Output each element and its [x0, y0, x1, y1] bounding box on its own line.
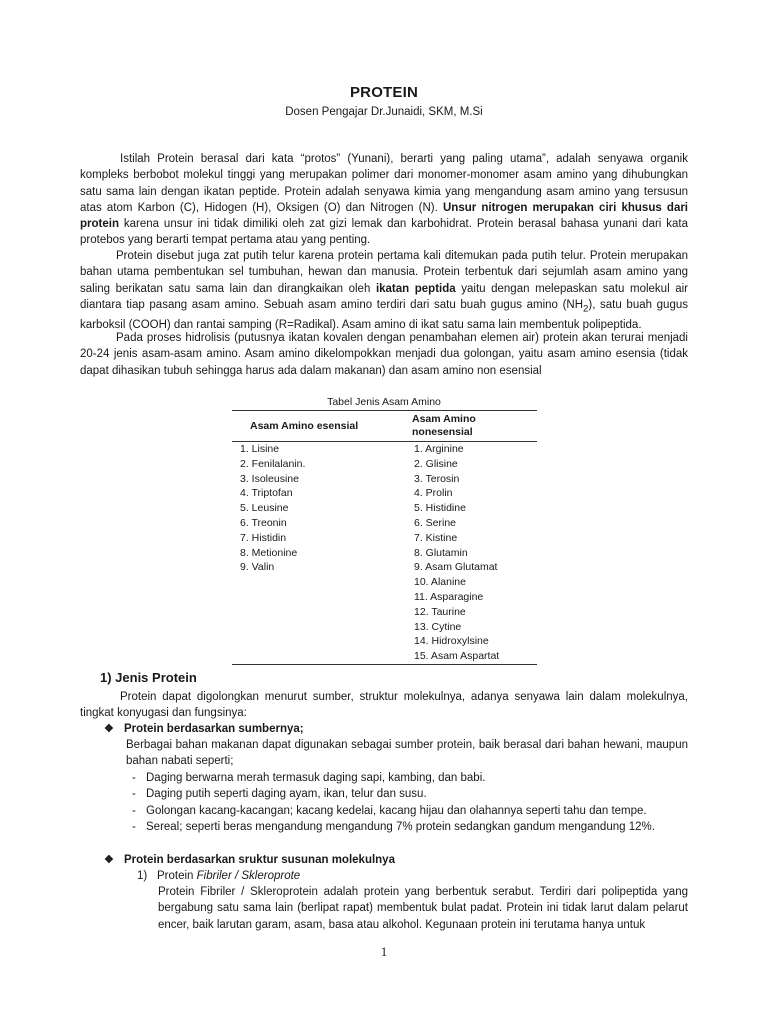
table-cell: 3. Terosin: [414, 472, 460, 485]
table-cell: 9. Asam Glutamat: [414, 561, 498, 574]
page-title: PROTEIN: [349, 84, 419, 101]
table-row: [232, 649, 537, 664]
sub-item-description: Protein Fibriler / Skleroprotein adalah protein yang berbentuk serabut. Terdiri dari polipeptida yang bergabung satu sama lain (berlipat rapat) membentuk bulat padat. Protein ini tidak larut dalam pelarut encer, baik larutan garam, asam, basa atau alkohol. Kegunaan protein ini terutama hanya untuk: [158, 886, 688, 931]
sub-item-fibriler: 1) Protein Fibriler / Skleroprote: [137, 870, 301, 882]
table-row: [232, 486, 537, 501]
bullet-description: Berbagai bahan makanan dapat digunakan sebagai sumber protein, baik berasal dari bahan hewani, maupun bahan nabati seperti;: [126, 739, 688, 768]
bold-emphasis: ikatan peptida: [375, 282, 456, 295]
source-list: [132, 770, 688, 835]
table-row: [232, 457, 537, 472]
bold-emphasis: Unsur nitrogen merupakan ciri khusus dari protein: [80, 201, 689, 231]
table-row: [232, 575, 537, 590]
paragraph-hidrolisis: Pada proses hidrolisis (putusnya ikatan kovalen dengan penambahan elemen air) protein akan terurai menjadi 20-24 jenis asam-asam amino. Asam amino dikelompokkan menjadi dua golongan, yaitu asam amino esensia (tidak dapat dihasikan tubuh sehingga harus ada dalam makanan) dan asam amino non esensial: [80, 332, 688, 377]
page-number: 1: [380, 944, 388, 959]
table-row: [232, 472, 537, 487]
table-header-row: [232, 411, 537, 442]
table-row: [232, 516, 537, 531]
table-cell: 2. Glisine: [414, 457, 458, 470]
bullet-protein-sumber: [104, 721, 688, 737]
table-row: [232, 620, 537, 635]
table-cell: 7. Histidin: [240, 531, 287, 544]
bullet-heading: Protein berdasarkan sruktur susunan molekulnya: [124, 854, 395, 866]
table-row: [232, 634, 537, 649]
paragraph-jenis-protein-intro: Protein dapat digolongkan menurut sumber, struktur molekulnya, adanya senyawa lain dalam molekulnya, tingkat konyugasi dan fungsinya:: [80, 691, 688, 720]
table-cell: [232, 649, 394, 664]
table-header-esensial: Asam Amino esensial: [232, 411, 394, 442]
table-cell: 6. Treonin: [240, 516, 287, 529]
page-subtitle: Dosen Pengajar Dr.Junaidi, SKM, M.Si: [285, 106, 483, 118]
diamond-bullet-icon: ❖: [104, 723, 114, 735]
bullet-heading: Protein berdasarkan sumbernya;: [124, 723, 304, 735]
table-cell: [232, 620, 394, 635]
table-row: [232, 531, 537, 546]
table-cell: 5. Leusine: [240, 502, 289, 515]
table-cell: [232, 575, 394, 590]
bullet-protein-struktur: [104, 852, 688, 868]
table-cell: 12. Taurine: [414, 605, 466, 618]
table-cell: 13. Cytine: [414, 620, 462, 633]
table-cell: 1. Lisine: [240, 443, 280, 455]
table-cell: [232, 590, 394, 605]
table-cell: 3. Isoleusine: [240, 472, 299, 485]
table-cell: 4. Prolin: [414, 487, 453, 500]
table-caption: Tabel Jenis Asam Amino: [327, 396, 441, 408]
table-row: [232, 590, 537, 605]
table-cell: 10. Alanine: [414, 576, 466, 589]
table-cell: 11. Asparagine: [414, 590, 484, 603]
table-cell: 8. Glutamin: [414, 546, 468, 559]
table-row: [232, 560, 537, 575]
table-cell: 15. Asam Aspartat: [394, 649, 537, 664]
table-cell: 9. Valin: [240, 561, 275, 574]
diamond-bullet-icon: ❖: [104, 854, 114, 866]
table-cell: [232, 634, 394, 649]
table-row: [232, 605, 537, 620]
table-row: [232, 442, 537, 457]
table-cell: 2. Fenilalanin.: [240, 457, 306, 470]
table-row: [232, 501, 537, 516]
paragraph-zat-putih-telur: Protein disebut juga zat putih telur karena protein pertama kali ditemukan pada putih telur. Protein merupakan bahan utama pembentukan sel tumbuhan, hewan dan manusia. Protein terbentuk dari sejumlah asam amino yang saling berikatan satu sama lain dan dirangkaikan oleh ikatan peptida yaitu dengan melepaskan satu molekul air diantara tiap pasang asam amino. Sebuah asam amino terdiri dari satu buah gugus amino $(NH_2)$, satu buah gugus karboksil (COOH) dan rantai samping (R=Radikal). Asam amino di ikat satu sama lain membentuk polipeptida.: [80, 250, 688, 332]
section-heading-jenis-protein: 1) Jenis Protein: [100, 670, 197, 685]
table-cell: 14. Hidroxylsine: [414, 635, 489, 648]
table-row: [232, 546, 537, 561]
list-item: - Golongan kacang-kacangan; kacang kedelai, kacang hijau dan olahannya seperti tahu dan tempe.: [132, 804, 647, 817]
table-cell: [232, 605, 394, 620]
amino-acid-table: [232, 410, 537, 665]
list-item: - Sereal; seperti beras mengandung mengandung 7% protein sedangkan gandum mengandung 12%.: [132, 820, 655, 833]
paragraph-intro: Istilah Protein berasal dari kata “protos” (Yunani), berarti yang paling utama”, adalah senyawa organik kompleks berbobot molekul tinggi yang merupakan polimer dari monomer-monomer asam amino yang dihubungkan satu sama lain dengan ikatan peptide. Protein adalah senyawa kimia yang mengandung asam amino yang tersusun atas atom Karbon (C), Hidogen (H), Oksigen (O) dan Nitrogen (N). Unsur nitrogen merupakan ciri khusus dari protein karena unsur ini tidak dimiliki oleh zat gizi lemak dan karbohidrat. Protein berasal bahasa yunani dari kata protebos yang berarti tempat pertama atau yang penting.: [80, 153, 689, 247]
list-item: - Daging putih seperti daging ayam, ikan, telur dan susu.: [132, 788, 427, 801]
table-cell: 5. Histidine: [414, 502, 466, 515]
table-cell: 8. Metionine: [240, 546, 298, 559]
table-header-nonesensial: Asam Amino nonesensial: [394, 411, 537, 442]
table-cell: 4. Triptofan: [240, 487, 293, 500]
table-cell: 7. Kistine: [414, 531, 458, 544]
table-cell: 1. Arginine: [414, 443, 464, 455]
list-item: - Daging berwarna merah termasuk daging sapi, kambing, dan babi.: [132, 772, 486, 784]
table-cell: 6. Serine: [414, 516, 457, 529]
